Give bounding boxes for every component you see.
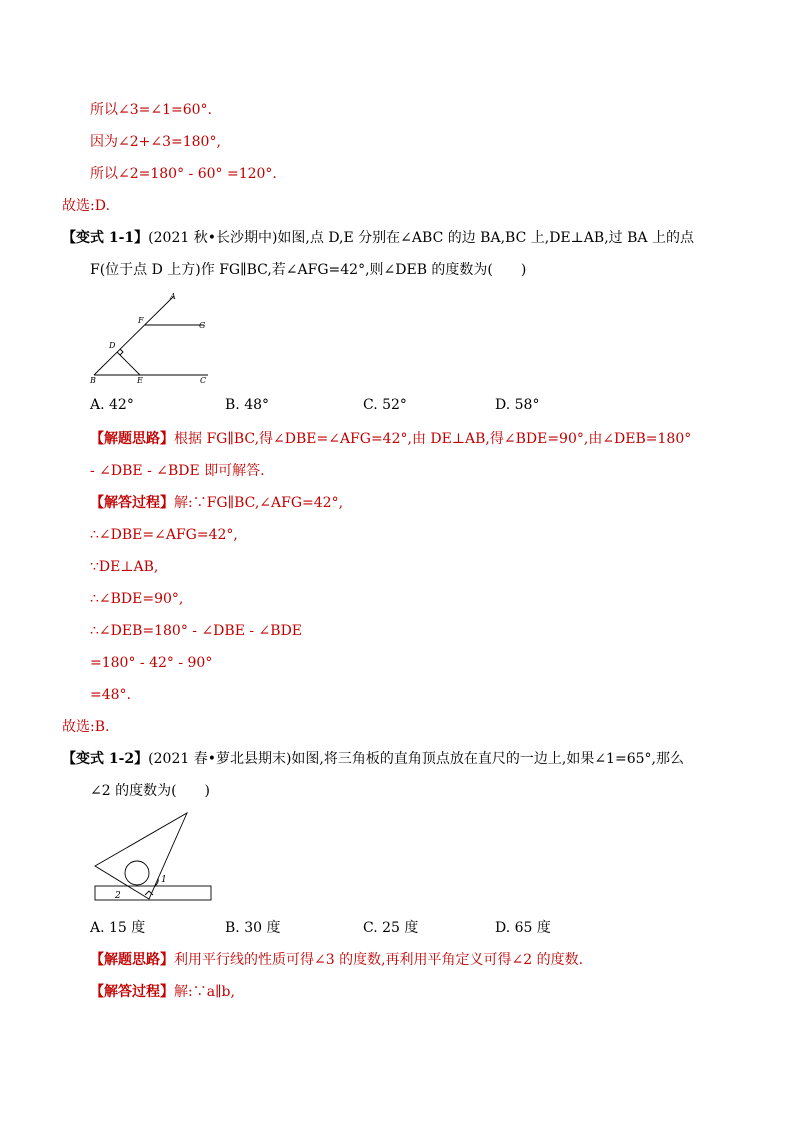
variant-1-1-process-line-2: ∴∠DBE=∠AFG=42°, xyxy=(90,527,238,543)
variant-1-1-process-line-3: ∵DE⊥AB, xyxy=(90,559,159,575)
variant-1-1-question-line-2: F(位于点 D 上方)作 FG∥BC,若∠AFG=42°,则∠DEB 的度数为( ) xyxy=(90,262,527,278)
variant-1-1-tag: 【变式 1-1】 xyxy=(62,230,149,246)
variant-1-2-question-text: (2021 春•萝北县期末)如图,将三角板的直角顶点放在直尺的一边上,如果∠1=65°,那么 xyxy=(148,751,684,767)
variant-1-2-question-line-1 xyxy=(62,749,684,769)
variant-1-1-process-line-1 xyxy=(90,493,343,513)
option-d[interactable]: D. 65 度 xyxy=(495,920,551,936)
variant-1-1-process-line-7: =48°. xyxy=(90,687,131,703)
variant-1-2-question-line-2: ∠2 的度数为( ) xyxy=(90,783,211,799)
answer-line-1: 故选:D. xyxy=(62,198,110,214)
option-b[interactable]: B. 48° xyxy=(225,397,270,413)
fig2-triangle-hole xyxy=(125,861,149,885)
process-text: 解:∵a∥b, xyxy=(174,984,235,1000)
variant-1-2-options xyxy=(90,917,690,937)
idea-tag: 【解题思路】 xyxy=(90,431,174,447)
option-a[interactable]: A. 42° xyxy=(90,397,134,413)
figure-2-triangle-ruler-diagram xyxy=(88,808,216,906)
variant-1-2-tag: 【变式 1-2】 xyxy=(62,751,149,767)
process-text: 解:∵FG∥BC,∠AFG=42°, xyxy=(174,495,344,511)
variant-1-2-idea-line xyxy=(90,950,583,970)
solution-line-2: 因为∠2+∠3=180°, xyxy=(90,134,221,150)
fig1-label-a: A xyxy=(170,292,176,301)
variant-1-1-question-line-1 xyxy=(62,228,694,248)
fig1-label-b: B xyxy=(90,376,96,385)
fig1-label-g: G xyxy=(199,321,206,330)
solution-line-3: 所以∠2=180° - 60° =120°. xyxy=(90,166,277,182)
option-b[interactable]: B. 30 度 xyxy=(225,920,281,936)
idea-text: 根据 FG∥BC,得∠DBE=∠AFG=42°,由 DE⊥AB,得∠BDE=90°,由∠DEB=180° xyxy=(174,431,692,447)
fig1-label-f: F xyxy=(138,316,144,325)
variant-1-1-idea-line-1 xyxy=(90,429,691,449)
idea-tag: 【解题思路】 xyxy=(90,952,174,968)
idea-text: 利用平行线的性质可得∠3 的度数,再利用平角定义可得∠2 的度数. xyxy=(174,952,584,968)
variant-1-2-process-line-1 xyxy=(90,982,235,1002)
process-tag: 【解答过程】 xyxy=(90,495,174,511)
variant-1-1-idea-line-2: - ∠DBE - ∠BDE 即可解答. xyxy=(90,463,265,479)
option-c[interactable]: C. 25 度 xyxy=(363,920,419,936)
option-d[interactable]: D. 58° xyxy=(495,397,540,413)
process-tag: 【解答过程】 xyxy=(90,984,174,1000)
fig1-label-e: E xyxy=(137,376,143,385)
fig1-line-de xyxy=(117,352,140,375)
variant-1-1-process-line-6: =180° - 42° - 90° xyxy=(90,655,213,671)
figure-1-geometry-diagram xyxy=(88,290,216,388)
fig2-ruler xyxy=(95,886,211,900)
fig2-label-2: 2 xyxy=(115,891,121,901)
option-a[interactable]: A. 15 度 xyxy=(90,920,146,936)
fig1-right-angle-mark xyxy=(120,349,123,355)
option-c[interactable]: C. 52° xyxy=(363,397,407,413)
fig1-label-d: D xyxy=(109,341,116,350)
fig1-label-c: C xyxy=(200,376,207,385)
variant-1-1-question-text: (2021 秋•长沙期中)如图,点 D,E 分别在∠ABC 的边 BA,BC 上,DE⊥AB,过 BA 上的点 xyxy=(148,230,694,246)
fig1-line-ba xyxy=(94,296,174,375)
variant-1-1-process-line-4: ∴∠BDE=90°, xyxy=(90,591,184,607)
solution-line-1: 所以∠3=∠1=60°. xyxy=(90,102,213,118)
variant-1-1-options xyxy=(90,397,690,417)
fig2-label-1: 1 xyxy=(161,875,167,885)
variant-1-1-process-line-5: ∴∠DEB=180° - ∠DBE - ∠BDE xyxy=(90,623,303,639)
answer-line-2: 故选:B. xyxy=(62,719,110,735)
